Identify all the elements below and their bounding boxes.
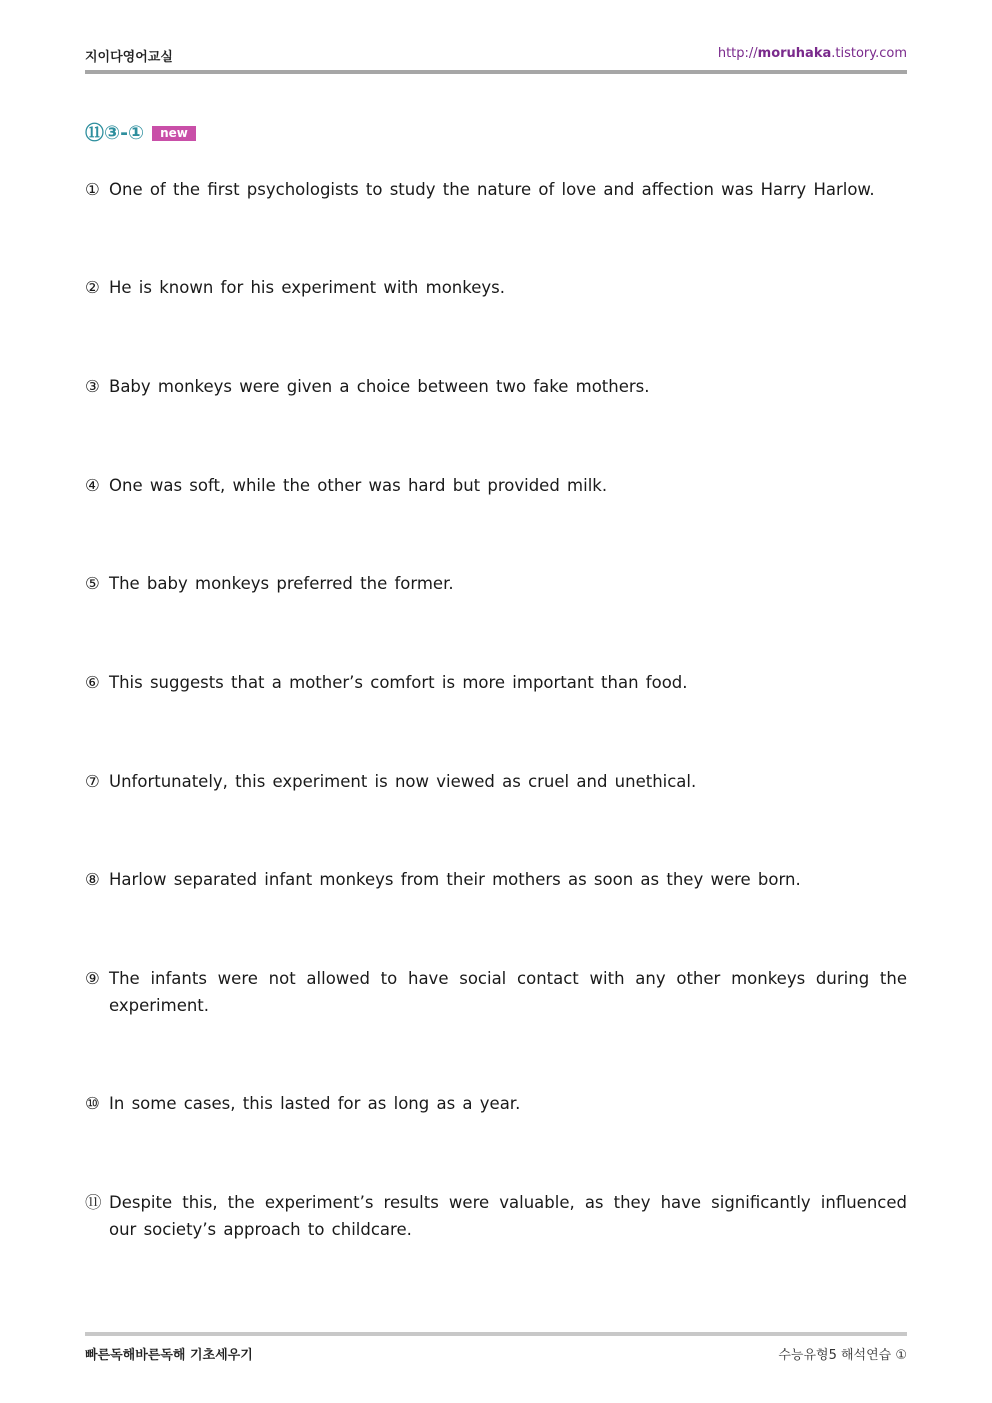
sentence-number: ⑦ xyxy=(85,772,100,791)
sentence-number: ⑧ xyxy=(85,870,100,889)
sentence-item xyxy=(85,176,907,203)
sentence-text: The infants were not allowed to have social contact with any other monkeys during the experiment. xyxy=(109,969,907,1015)
sentence-number: ① xyxy=(85,180,100,199)
sentence-item xyxy=(85,768,907,795)
sentence-text: One of the first psychologists to study the nature of love and affection was Harry Harlow. xyxy=(109,180,875,199)
sentence-item xyxy=(85,1090,907,1117)
section-number: ⑪③-① xyxy=(85,121,145,144)
sentence-number: ⑪ xyxy=(85,1193,102,1212)
sentence-number: ③ xyxy=(85,377,100,396)
sentence-item xyxy=(85,669,907,696)
sentence-text: In some cases, this lasted for as long as a year. xyxy=(109,1094,521,1113)
header-url-link[interactable] xyxy=(718,46,907,61)
footer-page-label: 수능유형5 해석연습 ① xyxy=(778,1348,907,1363)
sentence-number: ④ xyxy=(85,476,100,495)
sentence-number: ② xyxy=(85,278,100,297)
sentence-text: The baby monkeys preferred the former. xyxy=(109,574,454,593)
page-header xyxy=(85,44,907,66)
sentence-number: ⑩ xyxy=(85,1094,100,1113)
header-brand: 지이다영어교실 xyxy=(85,50,173,65)
sentence-text: Unfortunately, this experiment is now viewed as cruel and unethical. xyxy=(109,772,697,791)
new-badge: new xyxy=(152,126,196,141)
sentence-text: Harlow separated infant monkeys from their mothers as soon as they were born. xyxy=(109,870,801,889)
header-divider xyxy=(85,70,907,74)
sentence-text: Baby monkeys were given a choice between two fake mothers. xyxy=(109,377,650,396)
sentence-text: He is known for his experiment with monkeys. xyxy=(109,278,505,297)
sentence-item xyxy=(85,373,907,400)
url-bold: moruhaka xyxy=(757,46,832,61)
sentence-text: This suggests that a mother’s comfort is more important than food. xyxy=(109,673,688,692)
footer-book-title: 빠른독해바른독해 기초세우기 xyxy=(85,1348,253,1363)
sentence-number: ⑥ xyxy=(85,673,100,692)
footer-divider xyxy=(85,1332,907,1336)
sentence-number: ⑤ xyxy=(85,574,100,593)
section-heading xyxy=(85,118,196,144)
sentence-item xyxy=(85,1189,907,1243)
sentence-number: ⑨ xyxy=(85,969,100,988)
sentence-text: One was soft, while the other was hard but provided milk. xyxy=(109,476,608,495)
sentence-item xyxy=(85,472,907,499)
url-suffix: .tistory.com xyxy=(831,46,907,61)
sentence-item xyxy=(85,274,907,301)
sentence-text: Despite this, the experiment’s results were valuable, as they have significantly influenced our society’s approach to childcare. xyxy=(109,1193,907,1239)
sentence-item xyxy=(85,866,907,893)
sentence-item xyxy=(85,965,907,1019)
sentence-item xyxy=(85,570,907,597)
url-prefix: http:// xyxy=(717,46,758,61)
